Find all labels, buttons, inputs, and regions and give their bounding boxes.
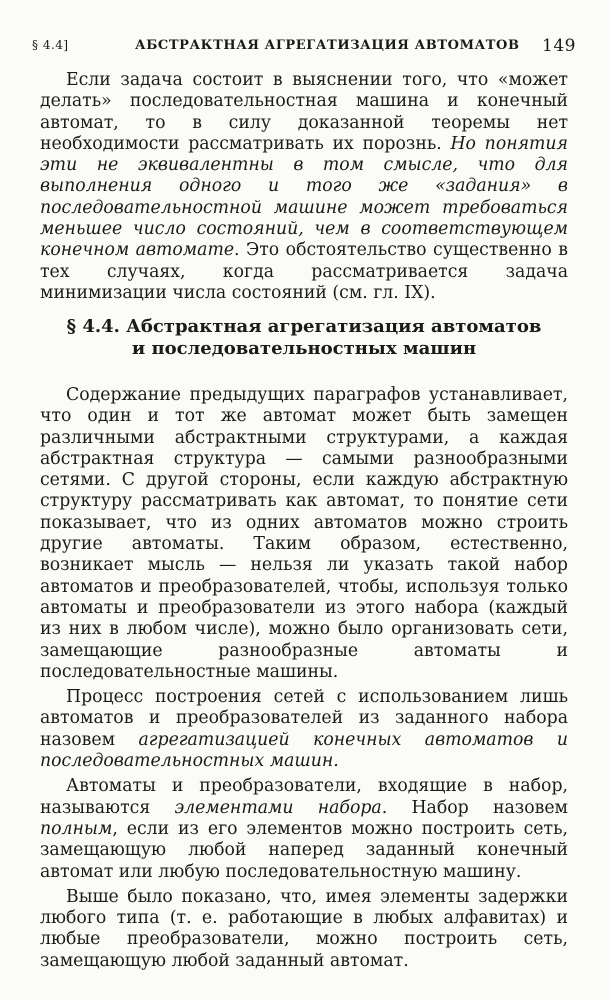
page-number: 149	[542, 36, 576, 56]
section-body	[40, 385, 568, 972]
section-heading	[40, 316, 568, 360]
paragraph-3-text-b: . Набор назовем	[381, 797, 568, 818]
paragraph-1	[40, 385, 568, 683]
intro-text-part3: Это обстоятельство существенно в тех случаях, когда рассматривается задача минимизации числа состояний (см. гл. IX).	[40, 240, 568, 303]
paragraph-2-text: Процесс построения сетей с использованием лишь автоматов и преобразователей из заданного набора назовем	[40, 687, 568, 750]
running-head	[32, 36, 576, 56]
intro-paragraph	[40, 70, 568, 304]
running-head-section: § 4.4]	[32, 38, 69, 52]
paragraph-3-text-c: , если из его элементов можно построить сеть, замещающую любой наперед заданный конечный автомат или любую последовательностную машину.	[40, 818, 568, 882]
paragraph-2	[40, 687, 568, 772]
intro-text-part1: Если задача состоит в выяснении того, что «может делать» последовательностная машина и конечный автомат, то в силу доказанной теоремы нет необходимости рассматривать их порознь.	[40, 70, 568, 154]
paragraph-4	[40, 887, 568, 972]
section-heading-line2: и последовательностных машин	[131, 338, 477, 359]
paragraph-3-italic-b: полным	[40, 818, 113, 839]
paragraph-2-italic: агрегатизацией конечных автоматов и последовательностных машин.	[40, 729, 568, 772]
paragraph-1-text: Содержание предыдущих параграфов устанавливает, что один и тот же автомат может быть замещен различными абстрактными структурами, а каждая абстрактная структура — самыми разнообразными сетями. С другой стороны, если каждую абстрактную структуру рассматривать как автомат, то понятие сети показывает, что из одних автоматов можно строить другие автоматы. Таким образом, естественно, возникает мысль — нельзя ли указать такой набор автоматов и преобразователей, чтобы, используя только автоматы и преобразователи из этого набора (каждый из них в любом числе), можно было организовать сети, замещающие разнообразные автоматы и последовательностные машины.	[40, 385, 568, 682]
paragraph-3-italic-a: элементами набора	[174, 797, 382, 818]
intro-text-italic: Но понятия эти не эквивалентны в том смысле, что для выполнения одного и того же «задания» в последовательностной машине может требоваться меньшее число состояний, чем в соответствующем конечном автомате.	[40, 133, 569, 261]
section-heading-line1: § 4.4. Абстрактная агрегатизация автоматов	[66, 316, 542, 337]
paragraph-3	[40, 776, 568, 882]
paragraph-3-text-a: Автоматы и преобразователи, входящие в набор, называются	[40, 776, 568, 818]
running-head-title: АБСТРАКТНАЯ АГРЕГАТИЗАЦИЯ АВТОМАТОВ	[135, 38, 520, 53]
paragraph-4-text: Выше было показано, что, имея элементы задержки любого типа (т. е. работающие в любых алфавитах) и любые преобразователи, можно построить сеть, замещающую любой заданный автомат.	[40, 886, 568, 971]
